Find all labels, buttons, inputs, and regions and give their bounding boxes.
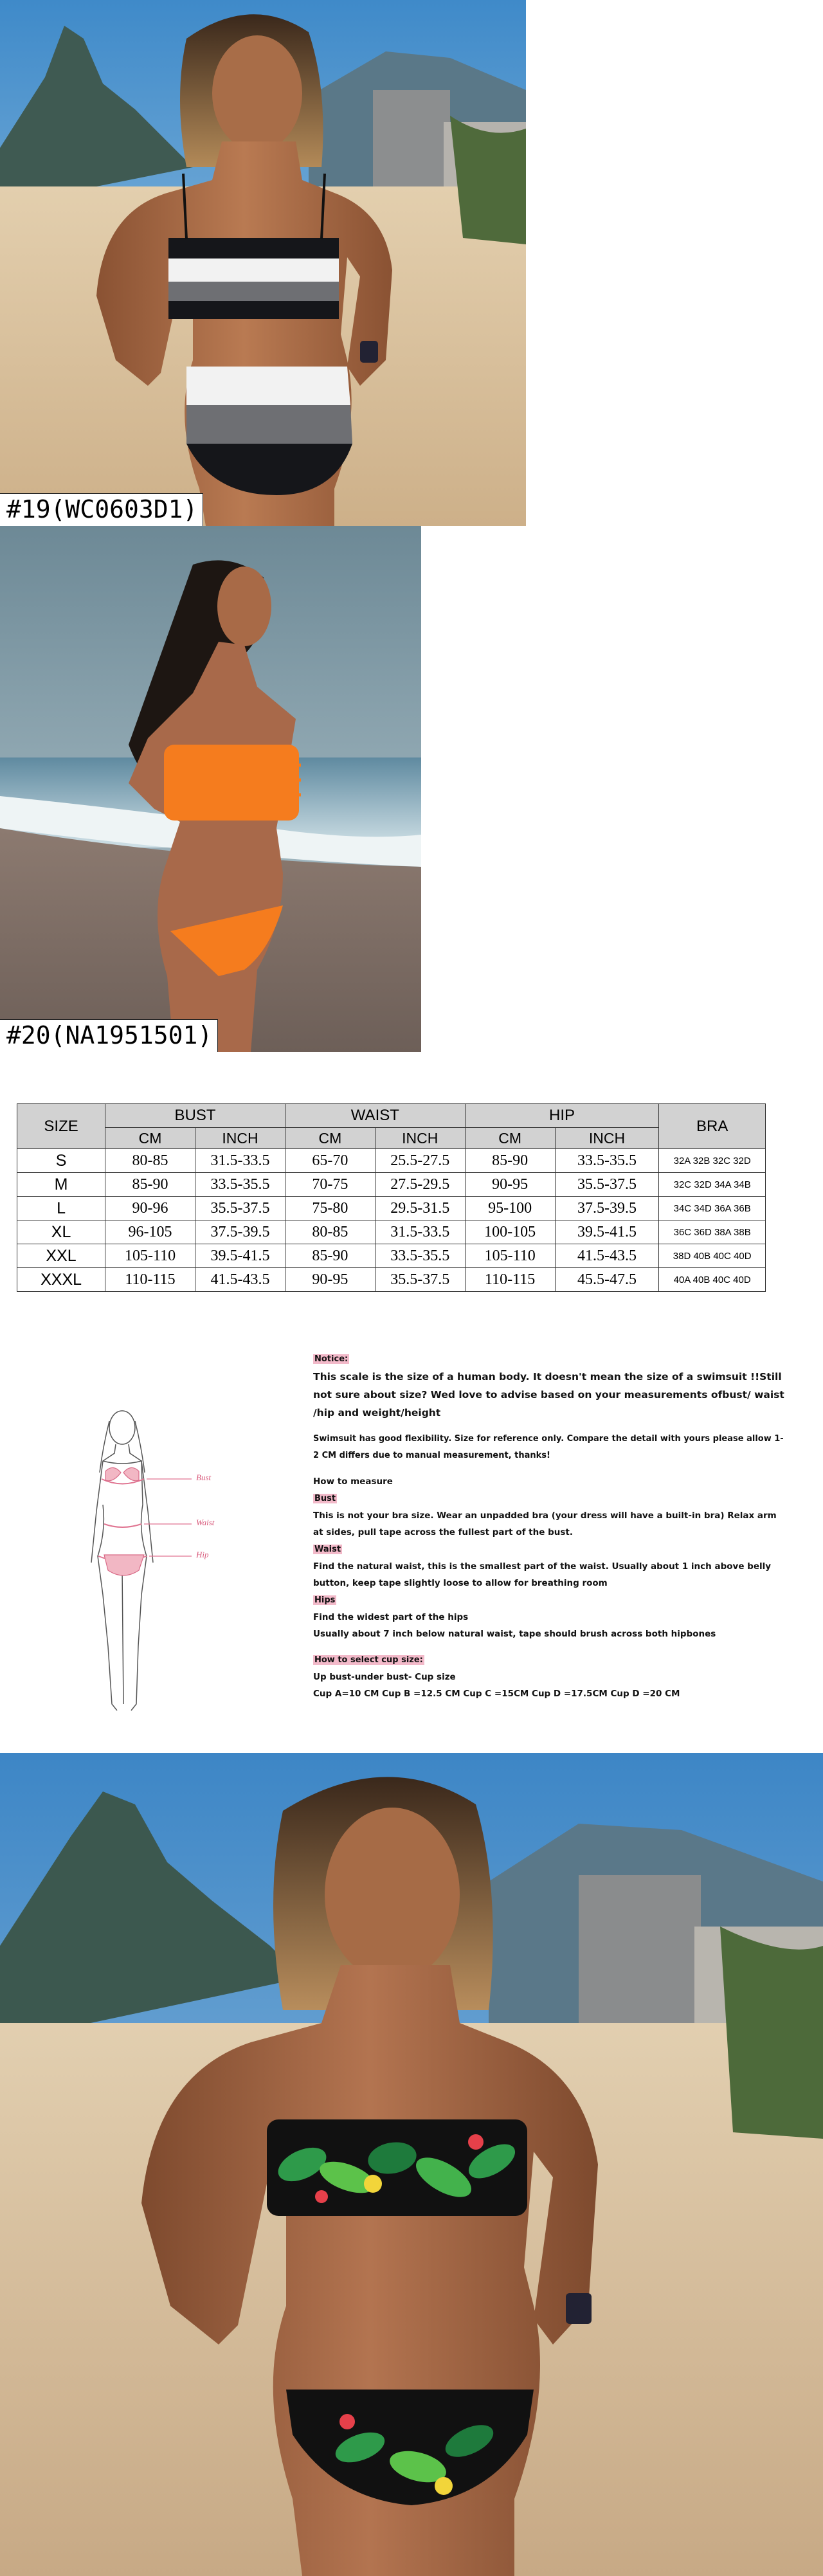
waist-cm-cell: 75-80 <box>285 1197 375 1220</box>
bra-column-header: BRA <box>659 1104 766 1149</box>
how-to-measure-heading: How to measure <box>313 1476 393 1487</box>
waist-cm-cell: 80-85 <box>285 1220 375 1244</box>
bust-inch-cell: 31.5-33.5 <box>195 1149 285 1173</box>
cup-size-heading: How to select cup size: <box>314 1655 423 1665</box>
hip-cm-cell: 100-105 <box>465 1220 555 1244</box>
table-row <box>17 1173 766 1197</box>
hip-inch-cell: 33.5-35.5 <box>555 1149 659 1173</box>
bust-cm-cell: 110-115 <box>105 1268 195 1292</box>
hip-inch-cell: 39.5-41.5 <box>555 1220 659 1244</box>
measurement-guide <box>0 1312 823 1762</box>
body-measurement-figure <box>77 1402 244 1736</box>
waist-cm-cell: 70-75 <box>285 1173 375 1197</box>
hip-inch-cell: 41.5-43.5 <box>555 1244 659 1268</box>
size-column-header: SIZE <box>17 1104 105 1149</box>
size-cell: M <box>17 1173 105 1197</box>
hip-inch-cell: 37.5-39.5 <box>555 1197 659 1220</box>
table-row <box>17 1220 766 1244</box>
size-chart-unit-row <box>17 1128 766 1149</box>
unit-header: CM <box>465 1128 555 1149</box>
beach-photo-striped-bikini <box>0 0 526 526</box>
hips-instructions-1: Find the widest part of the hips <box>313 1612 469 1622</box>
table-row <box>17 1244 766 1268</box>
figure-sketch-icon <box>77 1402 244 1736</box>
table-row <box>17 1149 766 1173</box>
notice-body: This scale is the size of a human body. It doesn't mean the size of a swimsuit !!Still not sure about size? Wed love to advise based on your measurements ofbust/ waist /hip and weight/height <box>313 1371 784 1419</box>
bust-cm-cell: 90-96 <box>105 1197 195 1220</box>
bra-cell: 36C 36D 38A 38B <box>659 1220 766 1244</box>
hip-inch-cell: 45.5-47.5 <box>555 1268 659 1292</box>
unit-header: INCH <box>195 1128 285 1149</box>
cup-size-formula: Up bust-under bust- Cup size <box>313 1672 456 1682</box>
bust-inch-cell: 39.5-41.5 <box>195 1244 285 1268</box>
product-code-label: #20(NA1951501) <box>0 1019 218 1052</box>
waist-inch-cell: 27.5-29.5 <box>375 1173 465 1197</box>
hips-instructions-2: Usually about 7 inch below natural waist, tape should brush across both hipbones <box>313 1629 716 1639</box>
table-row <box>17 1197 766 1220</box>
product-code-label: #19(WC0603D1) <box>0 493 203 526</box>
waist-inch-cell: 25.5-27.5 <box>375 1149 465 1173</box>
size-cell: L <box>17 1197 105 1220</box>
bra-cell: 34C 34D 36A 36B <box>659 1197 766 1220</box>
hip-cm-cell: 85-90 <box>465 1149 555 1173</box>
beach-photo-tropical-bikini <box>0 1753 823 2576</box>
bust-cm-cell: 85-90 <box>105 1173 195 1197</box>
bra-cell: 32C 32D 34A 34B <box>659 1173 766 1197</box>
waist-group-header: WAIST <box>285 1104 465 1128</box>
waist-inch-cell: 29.5-31.5 <box>375 1197 465 1220</box>
bra-cell: 32A 32B 32C 32D <box>659 1149 766 1173</box>
waist-instructions: Find the natural waist, this is the smallest part of the waist. Usually about 1 inch above belly button, keep tape slightly loose to allow for breathing room <box>313 1561 772 1588</box>
cup-size-values: Cup A=10 CM Cup B =12.5 CM Cup C =15CM Cup D =17.5CM Cup D =20 CM <box>313 1689 680 1699</box>
waist-inch-cell: 33.5-35.5 <box>375 1244 465 1268</box>
unit-header: CM <box>105 1128 195 1149</box>
waist-cm-cell: 65-70 <box>285 1149 375 1173</box>
hip-cm-cell: 105-110 <box>465 1244 555 1268</box>
product-photo-19 <box>0 0 526 526</box>
size-cell: XXXL <box>17 1268 105 1292</box>
size-chart-header-row <box>17 1104 766 1128</box>
bra-cell: 38D 40B 40C 40D <box>659 1244 766 1268</box>
bust-heading: Bust <box>314 1494 336 1503</box>
bust-inch-cell: 35.5-37.5 <box>195 1197 285 1220</box>
notice-title: Notice: <box>314 1354 348 1364</box>
product-photo-tropical <box>0 1753 823 2576</box>
bust-label: Bust <box>196 1473 212 1482</box>
unit-header: INCH <box>555 1128 659 1149</box>
measurement-instructions <box>313 1350 789 1702</box>
bust-instructions: This is not your bra size. Wear an unpadded bra (your dress will have a built-in bra) Relax arm at sides, pull tape across the fullest part of the bust. <box>313 1510 777 1537</box>
size-cell: XL <box>17 1220 105 1244</box>
waist-inch-cell: 35.5-37.5 <box>375 1268 465 1292</box>
bust-inch-cell: 37.5-39.5 <box>195 1220 285 1244</box>
product-photo-20 <box>0 526 421 1052</box>
bust-cm-cell: 105-110 <box>105 1244 195 1268</box>
hip-inch-cell: 35.5-37.5 <box>555 1173 659 1197</box>
unit-header: INCH <box>375 1128 465 1149</box>
hip-cm-cell: 90-95 <box>465 1173 555 1197</box>
waist-cm-cell: 85-90 <box>285 1244 375 1268</box>
bust-group-header: BUST <box>105 1104 285 1128</box>
waist-label: Waist <box>196 1518 215 1527</box>
hip-cm-cell: 110-115 <box>465 1268 555 1292</box>
flexibility-note: Swimsuit has good flexibility. Size for reference only. Compare the detail with yours please allow 1-2 CM differs due to manual measurement, thanks! <box>313 1434 784 1460</box>
bust-inch-cell: 41.5-43.5 <box>195 1268 285 1292</box>
bust-cm-cell: 80-85 <box>105 1149 195 1173</box>
bust-cm-cell: 96-105 <box>105 1220 195 1244</box>
table-row <box>17 1268 766 1292</box>
hip-label: Hip <box>196 1550 209 1559</box>
size-chart-table <box>17 1103 766 1292</box>
size-cell: XXL <box>17 1244 105 1268</box>
bust-inch-cell: 33.5-35.5 <box>195 1173 285 1197</box>
size-cell: S <box>17 1149 105 1173</box>
hip-group-header: HIP <box>465 1104 659 1128</box>
hips-heading: Hips <box>314 1595 336 1605</box>
bra-cell: 40A 40B 40C 40D <box>659 1268 766 1292</box>
hip-cm-cell: 95-100 <box>465 1197 555 1220</box>
beach-photo-orange-bikini <box>0 526 421 1052</box>
waist-inch-cell: 31.5-33.5 <box>375 1220 465 1244</box>
waist-cm-cell: 90-95 <box>285 1268 375 1292</box>
unit-header: CM <box>285 1128 375 1149</box>
waist-heading: Waist <box>314 1545 341 1554</box>
